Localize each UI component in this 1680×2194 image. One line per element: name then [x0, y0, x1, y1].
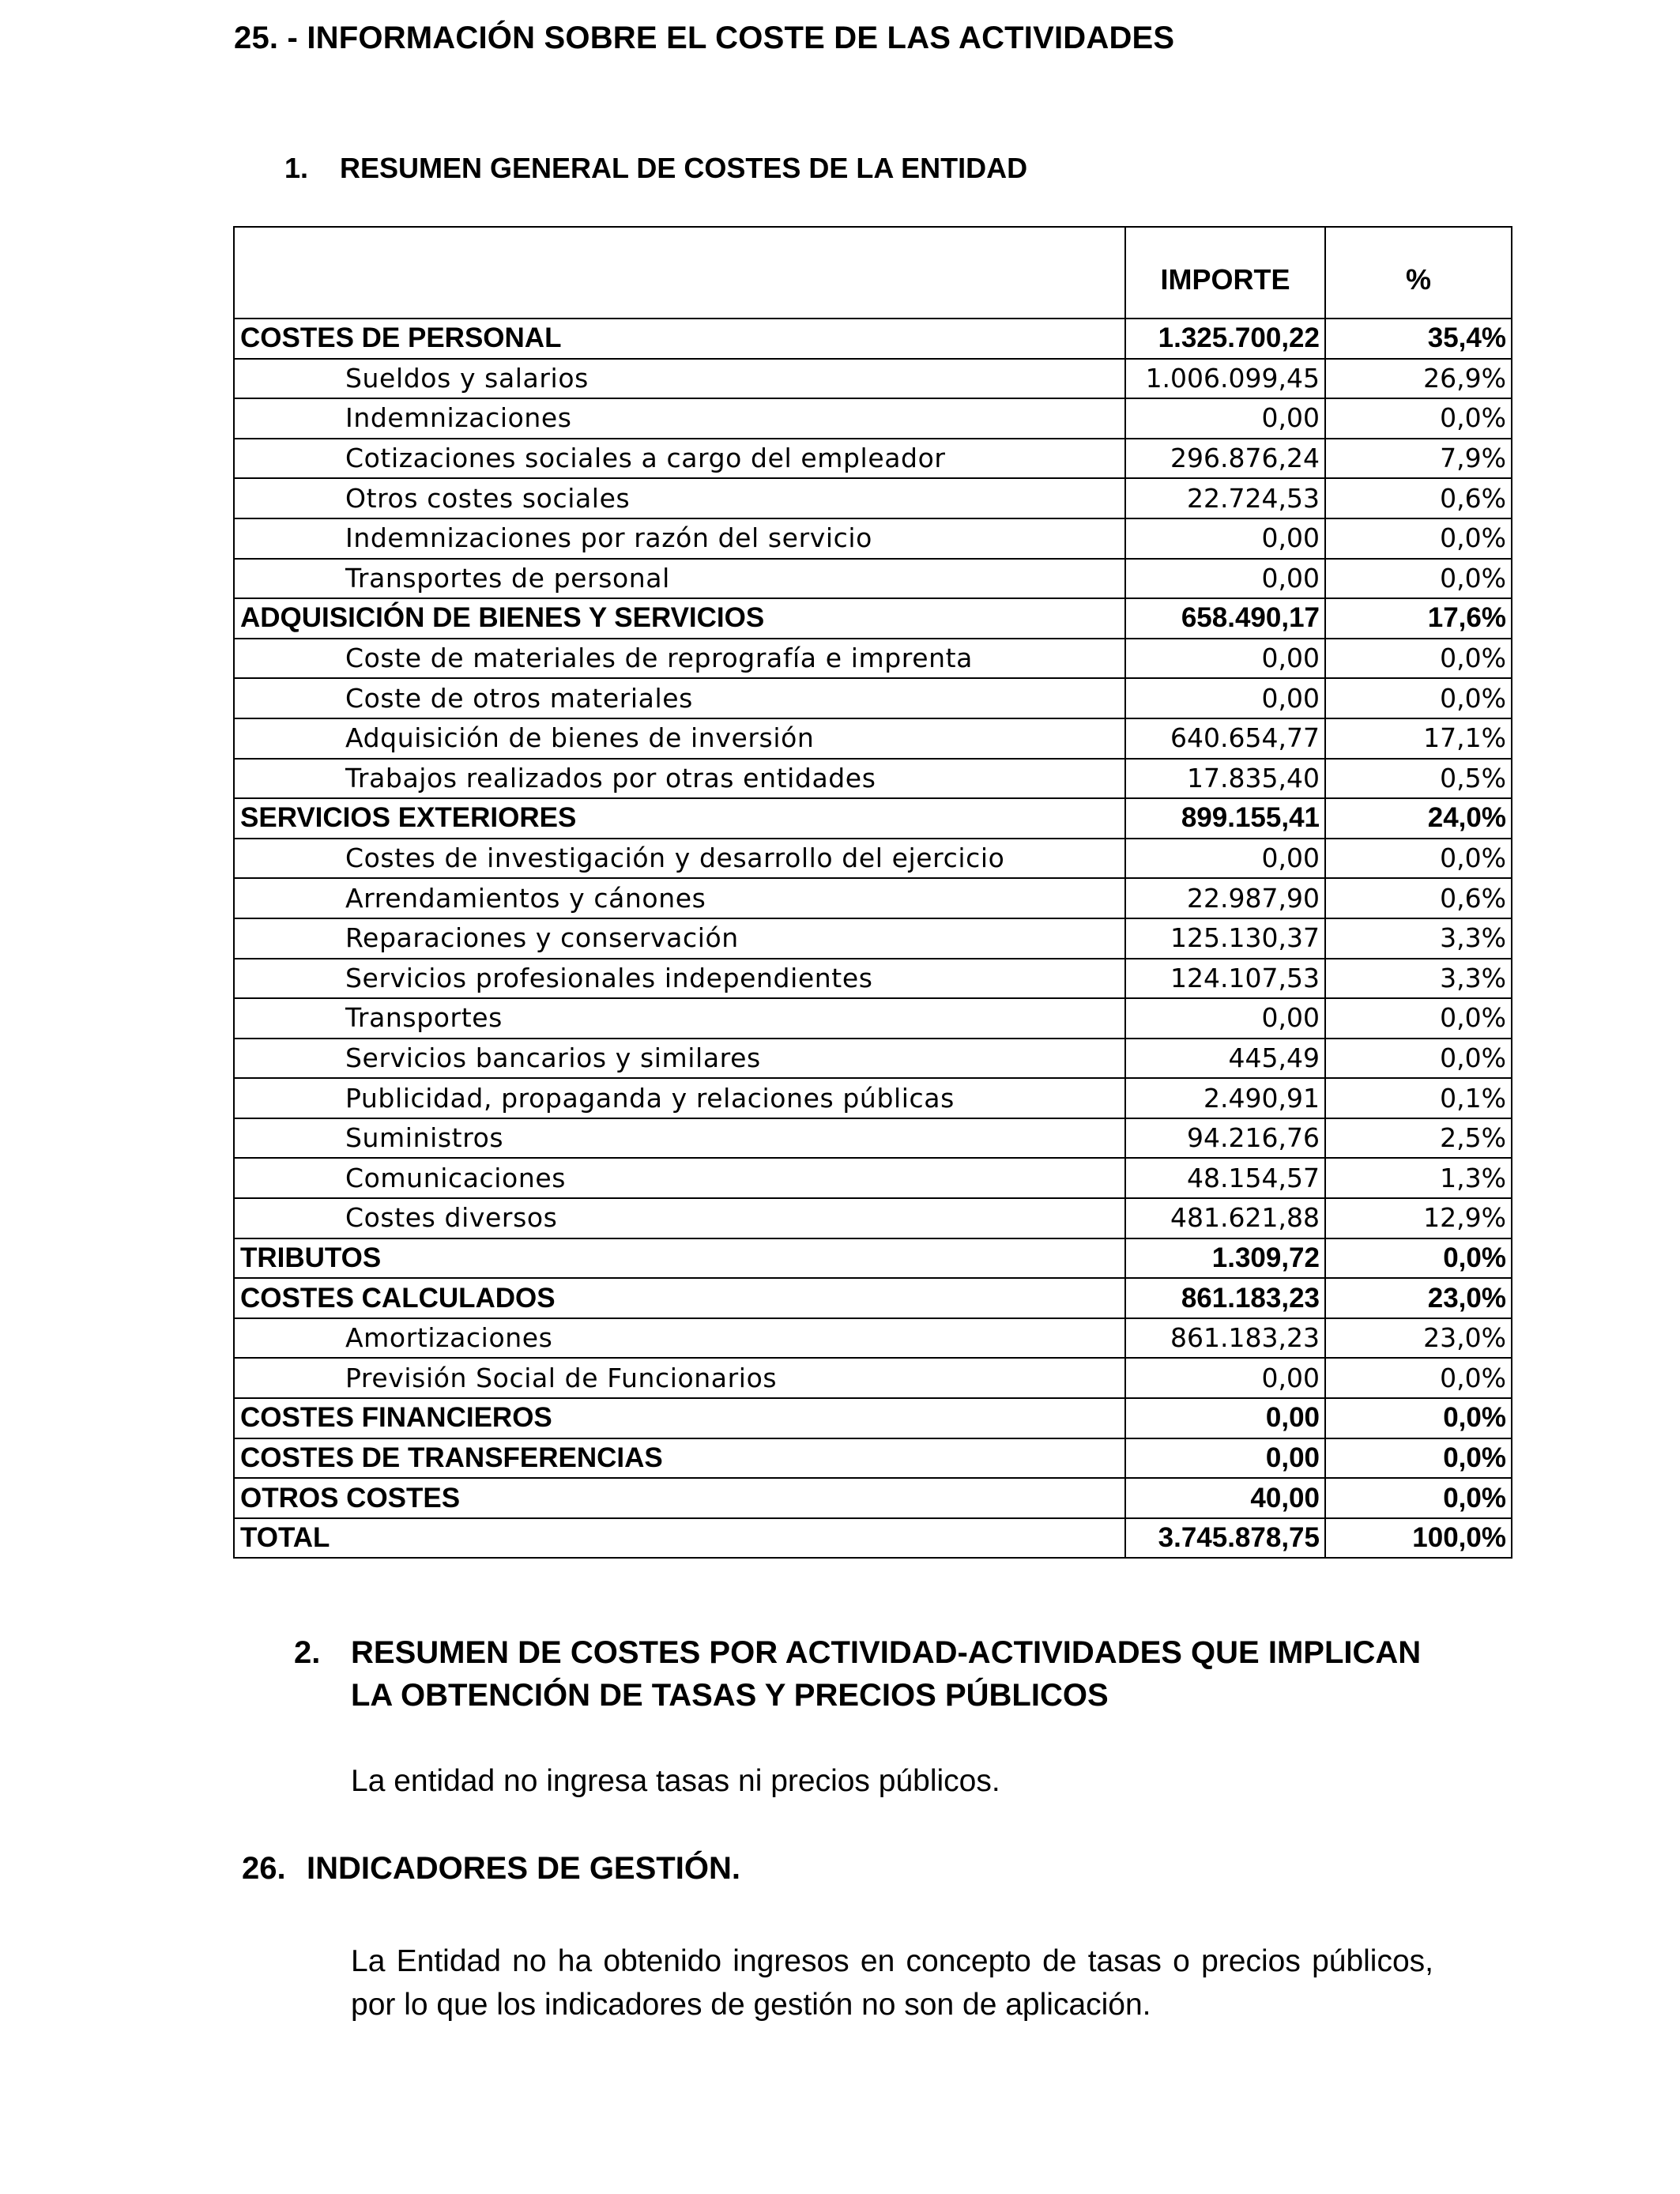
table-group-row	[234, 1398, 1512, 1438]
table-row	[234, 1078, 1512, 1118]
row-percent: 0,0%	[1325, 1398, 1512, 1438]
table-row	[234, 1158, 1512, 1198]
row-label: Suministros	[234, 1118, 1125, 1159]
subsection-2-number: 2.	[294, 1635, 321, 1670]
row-importe: 0,00	[1125, 998, 1325, 1039]
row-percent: 0,0%	[1325, 1039, 1512, 1079]
table-row	[234, 439, 1512, 479]
row-label: Servicios bancarios y similares	[234, 1039, 1125, 1079]
row-importe: 1.309,72	[1125, 1238, 1325, 1279]
row-importe: 296.876,24	[1125, 439, 1325, 479]
row-importe: 0,00	[1125, 1398, 1325, 1438]
row-label: COSTES FINANCIEROS	[234, 1398, 1125, 1438]
row-label: OTROS COSTES	[234, 1478, 1125, 1518]
section-26-heading	[242, 1851, 740, 1887]
subsection-2-heading	[294, 1631, 1421, 1717]
header-concept	[234, 227, 1125, 319]
row-label: Transportes	[234, 998, 1125, 1039]
subsection-1-heading	[284, 152, 1027, 185]
row-percent: 0,5%	[1325, 759, 1512, 799]
row-percent: 0,0%	[1325, 1238, 1512, 1279]
table-row	[234, 478, 1512, 518]
table-group-row	[234, 1438, 1512, 1479]
row-percent: 0,0%	[1325, 998, 1512, 1039]
row-label: Costes diversos	[234, 1198, 1125, 1238]
row-importe: 0,00	[1125, 639, 1325, 679]
row-importe: 0,00	[1125, 518, 1325, 559]
subsection-2-title-line1: RESUMEN DE COSTES POR ACTIVIDAD-ACTIVIDADES QUE IMPLICAN	[351, 1635, 1422, 1670]
row-label: COSTES DE TRANSFERENCIAS	[234, 1438, 1125, 1479]
row-importe: 3.745.878,75	[1125, 1518, 1325, 1559]
row-label: COSTES DE PERSONAL	[234, 319, 1125, 359]
table-row	[234, 559, 1512, 599]
row-label: SERVICIOS EXTERIORES	[234, 798, 1125, 839]
row-importe: 658.490,17	[1125, 598, 1325, 639]
table-row	[234, 998, 1512, 1039]
section-26-number: 26.	[242, 1851, 286, 1886]
section-26-title: INDICADORES DE GESTIÓN.	[307, 1851, 740, 1886]
row-importe: 22.724,53	[1125, 478, 1325, 518]
row-percent: 0,0%	[1325, 639, 1512, 679]
table-row	[234, 1358, 1512, 1398]
row-percent: 3,3%	[1325, 918, 1512, 959]
table-group-row	[234, 598, 1512, 639]
table-row	[234, 639, 1512, 679]
row-label: TRIBUTOS	[234, 1238, 1125, 1279]
row-importe: 640.654,77	[1125, 718, 1325, 759]
row-percent: 3,3%	[1325, 959, 1512, 999]
table-row	[234, 718, 1512, 759]
row-percent: 0,1%	[1325, 1078, 1512, 1118]
row-percent: 100,0%	[1325, 1518, 1512, 1559]
row-importe: 0,00	[1125, 1438, 1325, 1479]
table-row	[234, 1318, 1512, 1359]
row-importe: 481.621,88	[1125, 1198, 1325, 1238]
row-percent: 24,0%	[1325, 798, 1512, 839]
row-percent: 0,0%	[1325, 1478, 1512, 1518]
subsection-1-title: RESUMEN GENERAL DE COSTES DE LA ENTIDAD	[340, 152, 1028, 184]
row-label: Comunicaciones	[234, 1158, 1125, 1198]
row-importe: 0,00	[1125, 559, 1325, 599]
row-importe: 899.155,41	[1125, 798, 1325, 839]
row-label: Cotizaciones sociales a cargo del empleador	[234, 439, 1125, 479]
row-percent: 23,0%	[1325, 1278, 1512, 1318]
section-25-title: 25. - INFORMACIÓN SOBRE EL COSTE DE LAS ACTIVIDADES	[234, 21, 1175, 55]
header-percent: %	[1325, 227, 1512, 319]
row-importe: 2.490,91	[1125, 1078, 1325, 1118]
table-row	[234, 1198, 1512, 1238]
row-label: Sueldos y salarios	[234, 359, 1125, 399]
section-26-text: La Entidad no ha obtenido ingresos en concepto de tasas o precios públicos, por lo que los indicadores de gestión no son de aplicación.	[351, 1944, 1433, 2022]
row-percent: 0,0%	[1325, 678, 1512, 718]
row-percent: 2,5%	[1325, 1118, 1512, 1159]
table-group-row	[234, 1518, 1512, 1559]
row-importe: 94.216,76	[1125, 1118, 1325, 1159]
row-percent: 1,3%	[1325, 1158, 1512, 1198]
row-label: Arrendamientos y cánones	[234, 878, 1125, 918]
row-percent: 12,9%	[1325, 1198, 1512, 1238]
row-importe: 861.183,23	[1125, 1278, 1325, 1318]
row-importe: 1.325.700,22	[1125, 319, 1325, 359]
row-label: Indemnizaciones	[234, 398, 1125, 439]
table-row	[234, 359, 1512, 399]
row-percent: 0,0%	[1325, 1438, 1512, 1479]
row-importe: 445,49	[1125, 1039, 1325, 1079]
row-label: Coste de materiales de reprografía e imprenta	[234, 639, 1125, 679]
row-label: Reparaciones y conservación	[234, 918, 1125, 959]
row-label: TOTAL	[234, 1518, 1125, 1559]
row-percent: 0,0%	[1325, 839, 1512, 879]
row-importe: 0,00	[1125, 1358, 1325, 1398]
row-importe: 125.130,37	[1125, 918, 1325, 959]
row-label: COSTES CALCULADOS	[234, 1278, 1125, 1318]
row-label: Transportes de personal	[234, 559, 1125, 599]
row-percent: 17,1%	[1325, 718, 1512, 759]
table-row	[234, 398, 1512, 439]
row-label: Publicidad, propaganda y relaciones públicas	[234, 1078, 1125, 1118]
subsection-2-title-line2: LA OBTENCIÓN DE TASAS Y PRECIOS PÚBLICOS	[351, 1678, 1109, 1713]
row-label: Previsión Social de Funcionarios	[234, 1358, 1125, 1398]
row-importe: 40,00	[1125, 1478, 1325, 1518]
table-group-row	[234, 798, 1512, 839]
row-percent: 26,9%	[1325, 359, 1512, 399]
table-row	[234, 678, 1512, 718]
table-row	[234, 959, 1512, 999]
row-importe: 0,00	[1125, 678, 1325, 718]
row-label: Adquisición de bienes de inversión	[234, 718, 1125, 759]
table-row	[234, 1118, 1512, 1159]
row-label: Otros costes sociales	[234, 478, 1125, 518]
row-label: Costes de investigación y desarrollo del ejercicio	[234, 839, 1125, 879]
row-label: Servicios profesionales independientes	[234, 959, 1125, 999]
row-importe: 124.107,53	[1125, 959, 1325, 999]
table-row	[234, 518, 1512, 559]
row-importe: 861.183,23	[1125, 1318, 1325, 1359]
row-importe: 17.835,40	[1125, 759, 1325, 799]
row-percent: 23,0%	[1325, 1318, 1512, 1359]
row-label: ADQUISICIÓN DE BIENES Y SERVICIOS	[234, 598, 1125, 639]
row-label: Trabajos realizados por otras entidades	[234, 759, 1125, 799]
row-percent: 17,6%	[1325, 598, 1512, 639]
row-percent: 0,6%	[1325, 478, 1512, 518]
subsection-2-text: La entidad no ingresa tasas ni precios públicos.	[351, 1764, 1000, 1798]
row-importe: 0,00	[1125, 398, 1325, 439]
table-row	[234, 878, 1512, 918]
row-importe: 22.987,90	[1125, 878, 1325, 918]
header-importe: IMPORTE	[1125, 227, 1325, 319]
row-percent: 0,0%	[1325, 398, 1512, 439]
row-percent: 0,0%	[1325, 559, 1512, 599]
table-group-row	[234, 1238, 1512, 1279]
row-percent: 0,6%	[1325, 878, 1512, 918]
subsection-1-number: 1.	[284, 152, 309, 184]
table-row	[234, 1039, 1512, 1079]
table-row	[234, 918, 1512, 959]
costs-summary-table	[233, 226, 1512, 1559]
row-percent: 0,0%	[1325, 1358, 1512, 1398]
table-group-row	[234, 1278, 1512, 1318]
row-label: Coste de otros materiales	[234, 678, 1125, 718]
row-percent: 0,0%	[1325, 518, 1512, 559]
row-label: Indemnizaciones por razón del servicio	[234, 518, 1125, 559]
table-group-row	[234, 1478, 1512, 1518]
row-label: Amortizaciones	[234, 1318, 1125, 1359]
row-importe: 1.006.099,45	[1125, 359, 1325, 399]
table-body	[234, 319, 1512, 1558]
row-importe: 48.154,57	[1125, 1158, 1325, 1198]
table-header-row	[234, 227, 1512, 319]
table-row	[234, 839, 1512, 879]
row-importe: 0,00	[1125, 839, 1325, 879]
table-row	[234, 759, 1512, 799]
row-percent: 7,9%	[1325, 439, 1512, 479]
table-group-row	[234, 319, 1512, 359]
row-percent: 35,4%	[1325, 319, 1512, 359]
